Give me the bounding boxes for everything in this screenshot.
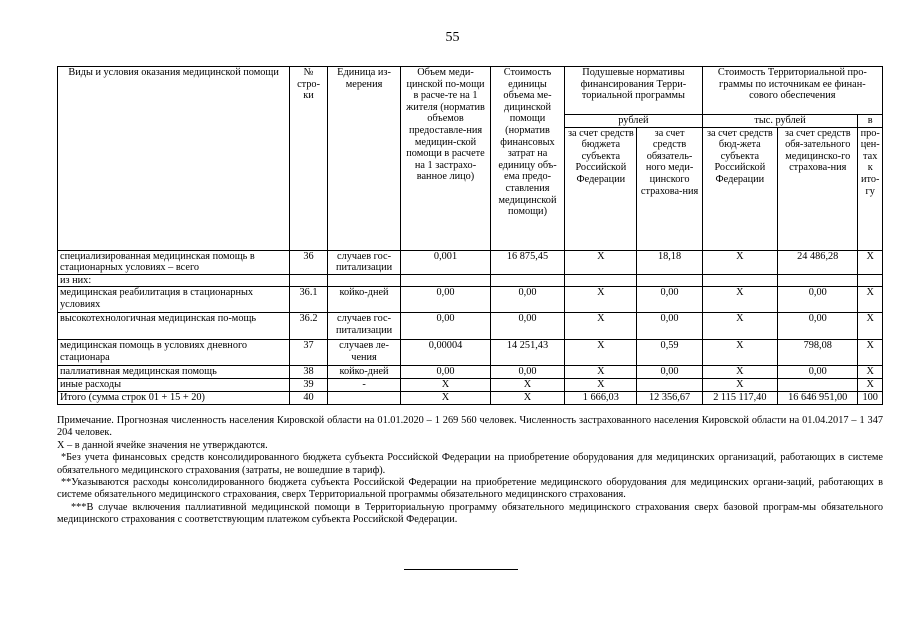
cell-t-budget: 2 115 117,40 xyxy=(702,392,777,405)
cell-num: 36.1 xyxy=(290,287,328,313)
header-unit-pct: в xyxy=(858,115,883,128)
cell-t-oms: 16 646 951,00 xyxy=(778,392,858,405)
cell-pct xyxy=(858,274,883,287)
cell-type: медицинская помощь в условиях дневного стационара xyxy=(58,340,290,366)
cell-pct: X xyxy=(858,366,883,379)
header-unit-rub: рублей xyxy=(565,115,702,128)
cell-pc-oms: 0,00 xyxy=(637,313,702,340)
cell-cost: X xyxy=(490,379,564,392)
cell-num: 36.2 xyxy=(290,313,328,340)
cell-pct: X xyxy=(858,287,883,313)
cell-t-oms: 24 486,28 xyxy=(778,250,858,274)
cell-volume: 0,00 xyxy=(401,287,491,313)
table-row xyxy=(58,379,883,392)
cell-unit xyxy=(327,274,400,287)
header-t-pct: про-цен-тах к ито-гу xyxy=(858,127,883,250)
cell-t-budget xyxy=(702,274,777,287)
table-row xyxy=(58,313,883,340)
cell-cost: 0,00 xyxy=(490,313,564,340)
note-one-star: *Без учета финансовых средств консолидированного бюджета субъекта Российской Федерации на приобретение оборудования для медицинских организаций, работающих в системе обязательного медицинского страхования (затраты, не вошедшие в тариф). xyxy=(57,452,883,476)
cell-pc-oms xyxy=(637,274,702,287)
cell-num: 40 xyxy=(290,392,328,405)
cell-t-oms: 798,08 xyxy=(778,340,858,366)
cell-pct: X xyxy=(858,379,883,392)
cell-pc-oms: 12 356,67 xyxy=(637,392,702,405)
cell-cost: 0,00 xyxy=(490,366,564,379)
cell-t-oms: 0,00 xyxy=(778,366,858,379)
cell-unit: случаев гос-питализации xyxy=(327,313,400,340)
cell-t-oms: 0,00 xyxy=(778,287,858,313)
cell-num: 38 xyxy=(290,366,328,379)
cell-num: 37 xyxy=(290,340,328,366)
cell-type: специализированная медицинская помощь в стационарных условиях – всего xyxy=(58,250,290,274)
cell-t-budget: X xyxy=(702,340,777,366)
header-volume: Объем меди-цинской по-мощи в расче-те на 1 жителя (норматив объемов предоставле-ния медицин-ской помощи в расчете на 1 застрахо-ванное лицо) xyxy=(401,67,491,251)
cell-t-oms xyxy=(778,274,858,287)
cell-type: паллиативная медицинская помощь xyxy=(58,366,290,379)
cell-type: иные расходы xyxy=(58,379,290,392)
cell-unit: койко-дней xyxy=(327,287,400,313)
cell-type: из них: xyxy=(58,274,290,287)
page-number: 55 xyxy=(445,30,460,45)
cell-t-oms xyxy=(778,379,858,392)
cell-type: Итого (сумма строк 01 + 15 + 20) xyxy=(58,392,290,405)
cell-cost: X xyxy=(490,392,564,405)
cell-pc-budget: X xyxy=(565,287,637,313)
cell-pct: X xyxy=(858,313,883,340)
header-total-cost: Стоимость Территориальной про-граммы по источникам ее финан-сового обеспечения xyxy=(702,67,882,115)
cell-t-budget: X xyxy=(702,313,777,340)
cell-type: высокотехнологичная медицинская по-мощь xyxy=(58,313,290,340)
cell-volume: 0,00 xyxy=(401,313,491,340)
cell-pct: X xyxy=(858,250,883,274)
cell-pct: 100 xyxy=(858,392,883,405)
financing-table xyxy=(57,66,883,405)
cell-unit: койко-дней xyxy=(327,366,400,379)
cell-unit: случаев гос-питализации xyxy=(327,250,400,274)
header-t-budget: за счет средств бюд-жета субъекта Российской Федерации xyxy=(702,127,777,250)
cell-t-budget: X xyxy=(702,250,777,274)
cell-pc-budget: X xyxy=(565,313,637,340)
header-pc-oms: за счет средств обязатель-ного меди-цинского страхова-ния xyxy=(637,127,702,250)
cell-pc-budget: X xyxy=(565,250,637,274)
cell-t-oms: 0,00 xyxy=(778,313,858,340)
header-per-capita: Подушевые нормативы финансирования Терри-ториальной программы xyxy=(565,67,702,115)
cell-pc-budget: X xyxy=(565,379,637,392)
cell-num xyxy=(290,274,328,287)
header-unit: Единица из-мерения xyxy=(327,67,400,251)
cell-unit xyxy=(327,392,400,405)
table-row xyxy=(58,340,883,366)
cell-volume: 0,001 xyxy=(401,250,491,274)
cell-pc-oms: 0,59 xyxy=(637,340,702,366)
cell-pc-budget: X xyxy=(565,340,637,366)
cell-num: 39 xyxy=(290,379,328,392)
note-two-stars: **Указываются расходы консолидированного бюджета субъекта Российской Федерации на приобретение медицинского оборудования для медицинских органи-заций, работающих в системе обязательного медицинского страхования, сверх Территориальной программы обязательного медицинского страхования. xyxy=(57,477,883,501)
cell-pc-budget: X xyxy=(565,366,637,379)
cell-volume xyxy=(401,274,491,287)
cell-unit: - xyxy=(327,379,400,392)
bottom-divider xyxy=(404,569,518,570)
cell-cost: 16 875,45 xyxy=(490,250,564,274)
table-row xyxy=(58,250,883,274)
cell-pc-oms: 0,00 xyxy=(637,366,702,379)
cell-pct: X xyxy=(858,340,883,366)
cell-num: 36 xyxy=(290,250,328,274)
header-pc-budget: за счет средств бюджета субъекта Российской Федерации xyxy=(565,127,637,250)
cell-pc-budget xyxy=(565,274,637,287)
cell-cost: 14 251,43 xyxy=(490,340,564,366)
cell-type: медицинская реабилитация в стационарных условиях xyxy=(58,287,290,313)
header-unit-thous: тыс. рублей xyxy=(702,115,858,128)
table-row xyxy=(58,287,883,313)
notes xyxy=(57,415,883,527)
cell-t-budget: X xyxy=(702,287,777,313)
cell-t-budget: X xyxy=(702,379,777,392)
header-type: Виды и условия оказания медицинской помощи xyxy=(58,67,290,251)
table-row xyxy=(58,274,883,287)
note-population: Примечание. Прогнозная численность населения Кировской области на 01.01.2020 – 1 269 560 человек. Численность застрахованного населения Кировской области на 01.04.2017 – 1 347 204 человек. xyxy=(57,415,883,439)
cell-t-budget: X xyxy=(702,366,777,379)
cell-volume: X xyxy=(401,392,491,405)
table-row xyxy=(58,392,883,405)
cell-cost: 0,00 xyxy=(490,287,564,313)
cell-volume: 0,00 xyxy=(401,366,491,379)
header-cost: Стоимость единицы объема ме-дицинской помощи (норматив финансовых затрат на единицу объ-ема предо-ставления медицинской помощи) xyxy=(490,67,564,251)
header-row-number: № стро-ки xyxy=(290,67,328,251)
cell-pc-oms xyxy=(637,379,702,392)
cell-volume: 0,00004 xyxy=(401,340,491,366)
cell-cost xyxy=(490,274,564,287)
cell-pc-budget: 1 666,03 xyxy=(565,392,637,405)
note-three-stars: ***В случае включения паллиативной медицинской помощи в Территориальную программу обязательного медицинского страхования сверх базовой програм-мы обязательного медицинского страхования с соответствующим платежом субъекта Российской Федерации. xyxy=(57,501,883,526)
header-t-oms: за счет средств обя-зательного медицинско-го страхова-ния xyxy=(778,127,858,250)
table-row xyxy=(58,366,883,379)
cell-pc-oms: 0,00 xyxy=(637,287,702,313)
cell-volume: X xyxy=(401,379,491,392)
cell-unit: случаев ле-чения xyxy=(327,340,400,366)
cell-pc-oms: 18,18 xyxy=(637,250,702,274)
note-x-mark: X – в данной ячейке значения не утверждаются. xyxy=(57,439,268,451)
